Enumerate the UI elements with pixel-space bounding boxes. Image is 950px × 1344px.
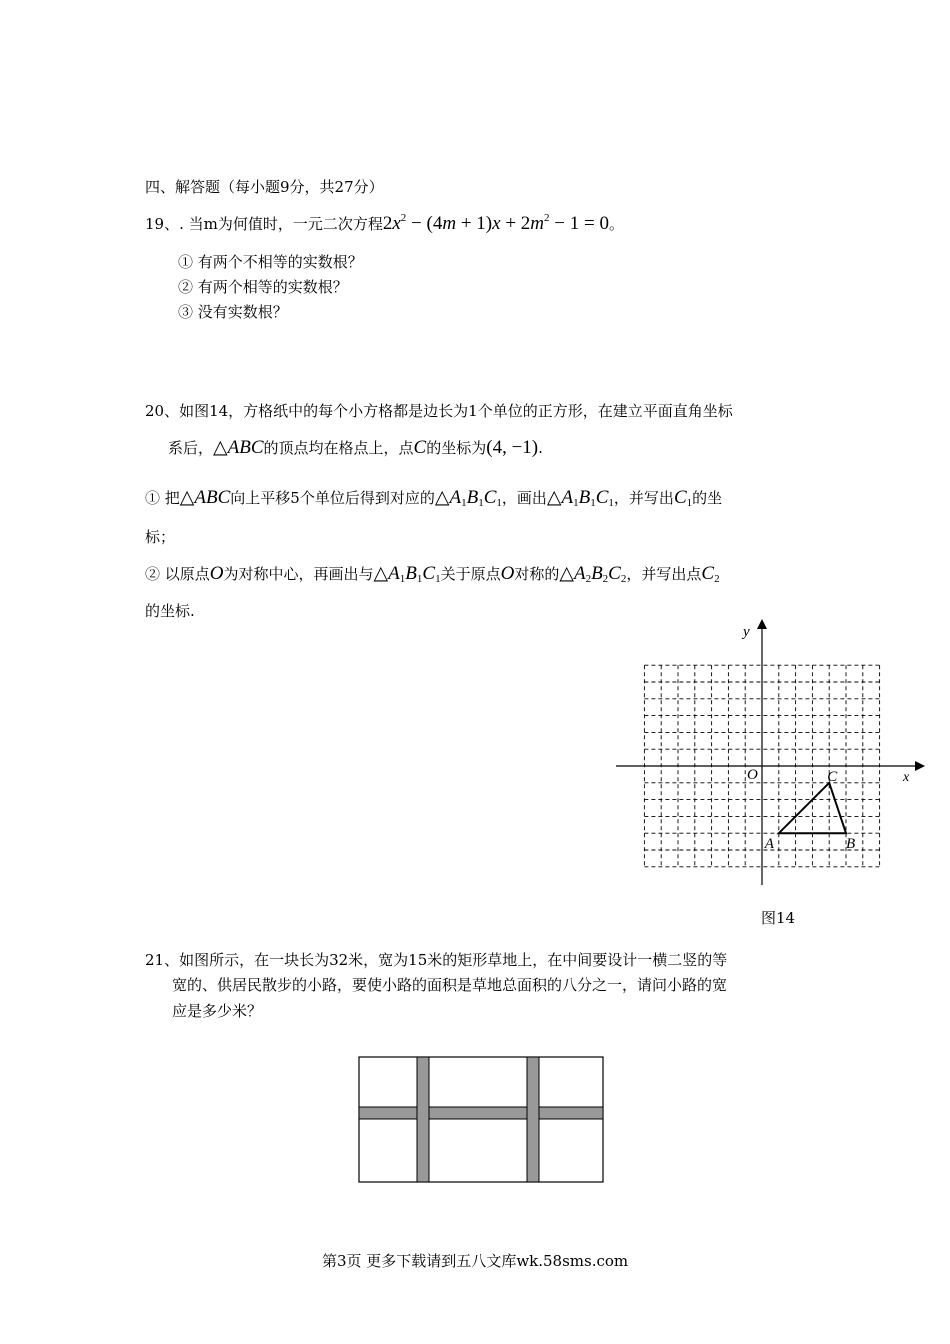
q20-line1: 20、如图14，方格纸中的每个小方格都是边长为1个单位的正方形，在建立平面直角坐标 [145,402,733,420]
q20-part1: ① 把△ABC向上平移5个单位后得到对应的$\triangle A_1B_1C_1$，画出$\triangle A_1B_1C_1$，并写出$C_1$的坐 [145,487,723,509]
coordinate-c: (4, −1) [486,437,539,458]
x-axis-label: x [903,770,910,785]
triangle-abc: △ABC [213,437,264,458]
q21-line2: 宽的、供居民散步的小路，要使小路的面积是草地总面积的八分之一，请问小路的宽 [172,976,728,994]
vertex-a-label: A [764,836,774,853]
q19-prefix: 19、. 当m为何值时，一元二次方程 [145,215,383,233]
q21-line1: 21、如图所示，在一块长为32米，宽为15米的矩形草地上，在中间要设计一横二竖的等 [145,951,728,969]
q19-item-2: ② 有两个相等的实数根？ [178,278,348,296]
vertical-path-left [417,1057,429,1182]
y-axis-label: y [743,624,750,640]
q19-suffix: 。 [608,215,624,233]
q20-part2-line2: 的坐标. [145,602,195,620]
q19-equation: $2x^2 - (4m + 1)x + 2m^2 - 1 = 0$ [382,212,609,234]
y-axis-arrow-icon [757,619,767,629]
origin-label: O [747,767,758,783]
q19-item-1: ① 有两个不相等的实数根？ [178,253,363,271]
figure-14-caption: 图14 [761,909,796,927]
x-axis-arrow-icon [915,761,925,771]
vertical-path-right [527,1057,539,1182]
section-heading: 四、解答题（每小题9分，共27分） [145,178,384,196]
lawn-paths-figure [355,1053,607,1186]
q19-item-3: ③ 没有实数根？ [178,303,288,321]
figure-14-grid [600,615,930,895]
vertex-b-label: B [846,836,856,853]
q21-line3: 应是多少米？ [172,1002,263,1020]
q20-part2: ② 以原点O为对称中心，再画出与$\triangle A_1B_1C_1$关于原点O对称的$\triangle A_2B_2C_2$，并写出点$C_2$ [145,563,720,585]
q20-part1-line2: 标； [145,528,176,546]
q19-stem [145,212,624,235]
horizontal-path [359,1107,603,1119]
q20-line2: 系后，△ABC的顶点均在格点上，点C的坐标为(4, −1). [168,437,543,458]
page-footer: 第3页 更多下载请到五八文库wk.58sms.com [322,1252,629,1270]
vertex-c-label: C [827,768,838,785]
